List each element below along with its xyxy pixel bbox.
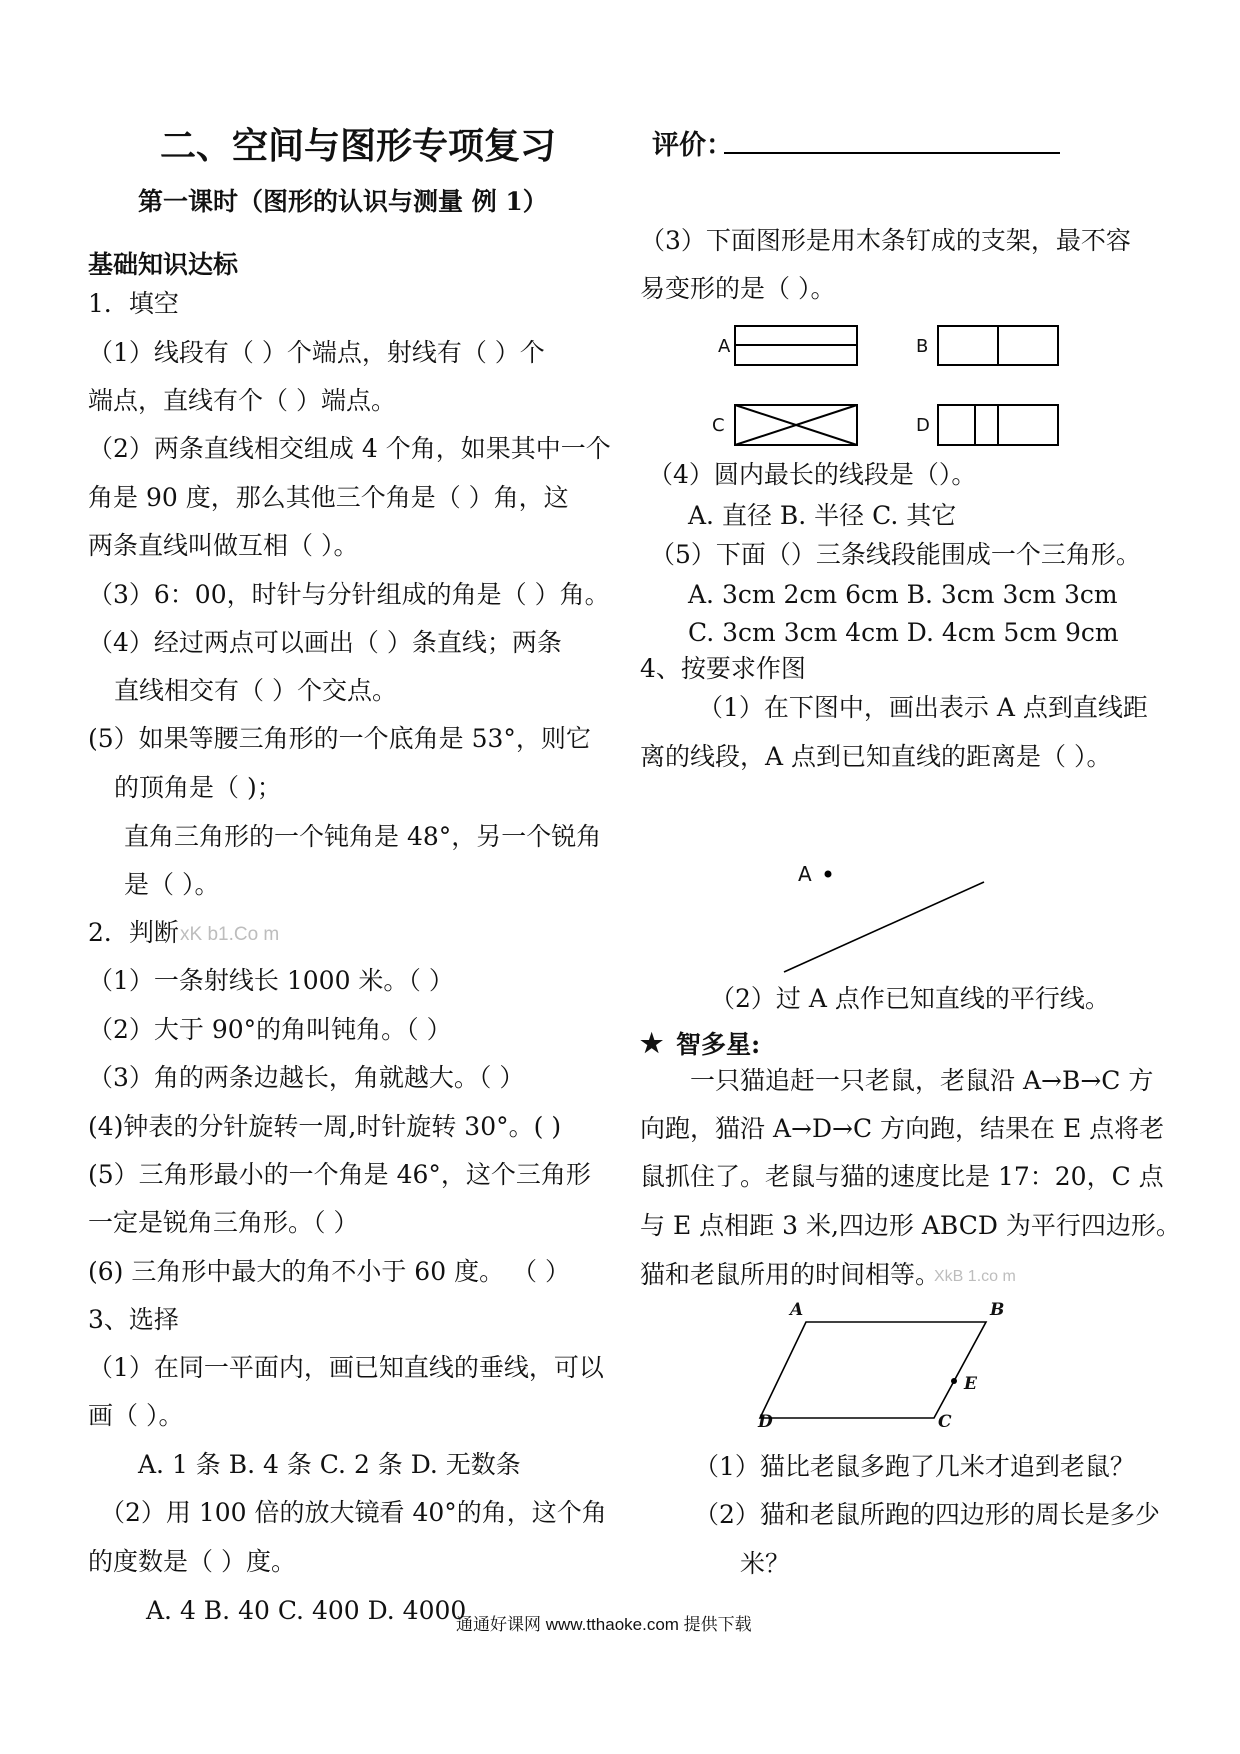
q1-line: 直角三角形的一个钝角是 48°，另一个锐角: [124, 822, 602, 851]
vertex-label-b: B: [990, 1300, 1005, 1320]
q3-options: A. 4 B. 40 C. 400 D. 4000: [146, 1596, 467, 1625]
watermark-text: XkB 1.co m: [934, 1268, 1016, 1285]
vertex-label-e: E: [964, 1374, 977, 1394]
bonus-line: 鼠抓住了。老鼠与猫的速度比是 17：20，C 点: [640, 1162, 1164, 1191]
q2-heading: 2．判断: [88, 918, 179, 947]
bonus-question: （2）猫和老鼠所跑的四边形的周长是多少: [694, 1500, 1160, 1529]
q3-5-line: （5）下面（）三条线段能围成一个三角形。: [650, 540, 1141, 569]
q1-line: 是（ ）。: [124, 870, 220, 899]
q4-line: （1）在下图中，画出表示 A 点到直线距: [698, 693, 1148, 722]
q4-line: （2）过 A 点作已知直线的平行线。: [710, 984, 1110, 1013]
q1-line: (5）如果等腰三角形的一个底角是 53°，则它: [88, 724, 591, 753]
q1-line: 直线相交有（ ）个交点。: [114, 676, 397, 705]
page-title: 二、空间与图形专项复习: [160, 125, 557, 167]
q1-line: 端点，直线有个（ ）端点。: [88, 386, 396, 415]
q3-line: （2）用 100 倍的放大镜看 40°的角，这个角: [100, 1498, 607, 1527]
bonus-line: 与 E 点相距 3 米,四边形 ABCD 为平行四边形。: [640, 1211, 1181, 1240]
brace-label-c: C: [712, 415, 725, 436]
lesson-subtitle: 第一课时（图形的认识与测量 例 1）: [138, 187, 548, 216]
q3-3-line: （3）下面图形是用木条钉成的支架，最不容: [640, 226, 1131, 255]
q1-line: （1）线段有（ ）个端点，射线有（ ）个: [88, 338, 545, 367]
q3-line: 画（ ）。: [88, 1401, 184, 1430]
vertex-label-d: D: [758, 1412, 773, 1432]
evaluation-label: 评价：: [652, 130, 733, 161]
q1-line: （2）两条直线相交组成 4 个角，如果其中一个: [88, 434, 611, 463]
q2-line: （1）一条射线长 1000 米。（ ）: [88, 966, 454, 995]
bracket-d-figure: [938, 405, 1058, 445]
brace-label-d: D: [916, 415, 930, 436]
watermark-text: xK b1.Co m: [180, 924, 280, 945]
q2-line: （2）大于 90°的角叫钝角。（ ）: [88, 1015, 452, 1044]
brace-label-a: A: [718, 336, 731, 357]
q3-heading: 3、选择: [88, 1305, 179, 1334]
q2-line: （3）角的两条边越长，角就越大。（ ）: [88, 1063, 525, 1092]
star-icon: ★: [640, 1029, 664, 1059]
q2-line: (6) 三角形中最大的角不小于 60 度。 （ ）: [88, 1257, 570, 1286]
brace-label-b: B: [916, 336, 929, 357]
bonus-question: 米？: [740, 1549, 791, 1578]
section-heading: 基础知识达标: [88, 250, 239, 279]
footer-text: 通通好课网 www.tthaoke.com 提供下载: [456, 1615, 752, 1634]
bonus-question: （1）猫比老鼠多跑了几米才追到老鼠？: [694, 1452, 1135, 1481]
q2-line: (4)钟表的分针旋转一周,时针旋转 30°。( ): [88, 1112, 562, 1141]
q3-5-options: C. 3cm 3cm 4cm D. 4cm 5cm 9cm: [688, 618, 1119, 647]
bracket-c-figure: [735, 405, 857, 445]
bonus-line: 向跑，猫沿 A→D→C 方向跑，结果在 E 点将老: [640, 1114, 1165, 1143]
bonus-line: 一只猫追赶一只老鼠，老鼠沿 A→B→C 方: [690, 1066, 1154, 1095]
parallelogram-abcd: [760, 1322, 986, 1418]
point-a-label: A: [798, 862, 812, 886]
bonus-line: 猫和老鼠所用的时间相等。: [640, 1260, 941, 1289]
vertex-label-c: C: [938, 1412, 952, 1432]
q4-line: 离的线段，A 点到已知直线的距离是（ ）。: [640, 742, 1112, 771]
q3-4-line: （4）圆内最长的线段是（）。: [648, 460, 977, 489]
q3-5-options: A. 3cm 2cm 6cm B. 3cm 3cm 3cm: [688, 580, 1118, 609]
q2-line: (5）三角形最小的一个角是 46°，这个三角形: [88, 1160, 591, 1189]
q3-4-options: A. 直径 B. 半径 C. 其它: [688, 501, 957, 530]
given-line: [784, 882, 984, 972]
q2-line: 一定是锐角三角形。（ ）: [88, 1208, 359, 1237]
q3-3-line: 易变形的是（ ）。: [640, 274, 836, 303]
q3-line: 的度数是（ ）度。: [88, 1547, 296, 1576]
vertex-label-a: A: [790, 1300, 804, 1320]
q1-line: 两条直线叫做互相（ ）。: [88, 531, 359, 560]
bracket-b-figure: [938, 326, 1058, 365]
q3-options: A. 1 条 B. 4 条 C. 2 条 D. 无数条: [138, 1450, 521, 1479]
q1-line: 角是 90 度，那么其他三个角是（ ）角，这: [88, 483, 569, 512]
q1-line: 的顶角是（ )；: [114, 773, 282, 802]
bonus-heading: 智多星:: [676, 1030, 761, 1059]
bracket-a-figure: [735, 326, 857, 365]
q4-heading: 4、按要求作图: [640, 654, 806, 683]
q1-heading: 1．填空: [88, 289, 179, 318]
q1-line: （3）6：00，时针与分针组成的角是（ ）角。: [88, 580, 610, 609]
q3-line: （1）在同一平面内，画已知直线的垂线，可以: [88, 1353, 604, 1382]
q1-line: （4）经过两点可以画出（ ）条直线；两条: [88, 628, 562, 657]
point-a-dot: [825, 871, 832, 878]
point-e-dot: [951, 1378, 957, 1384]
